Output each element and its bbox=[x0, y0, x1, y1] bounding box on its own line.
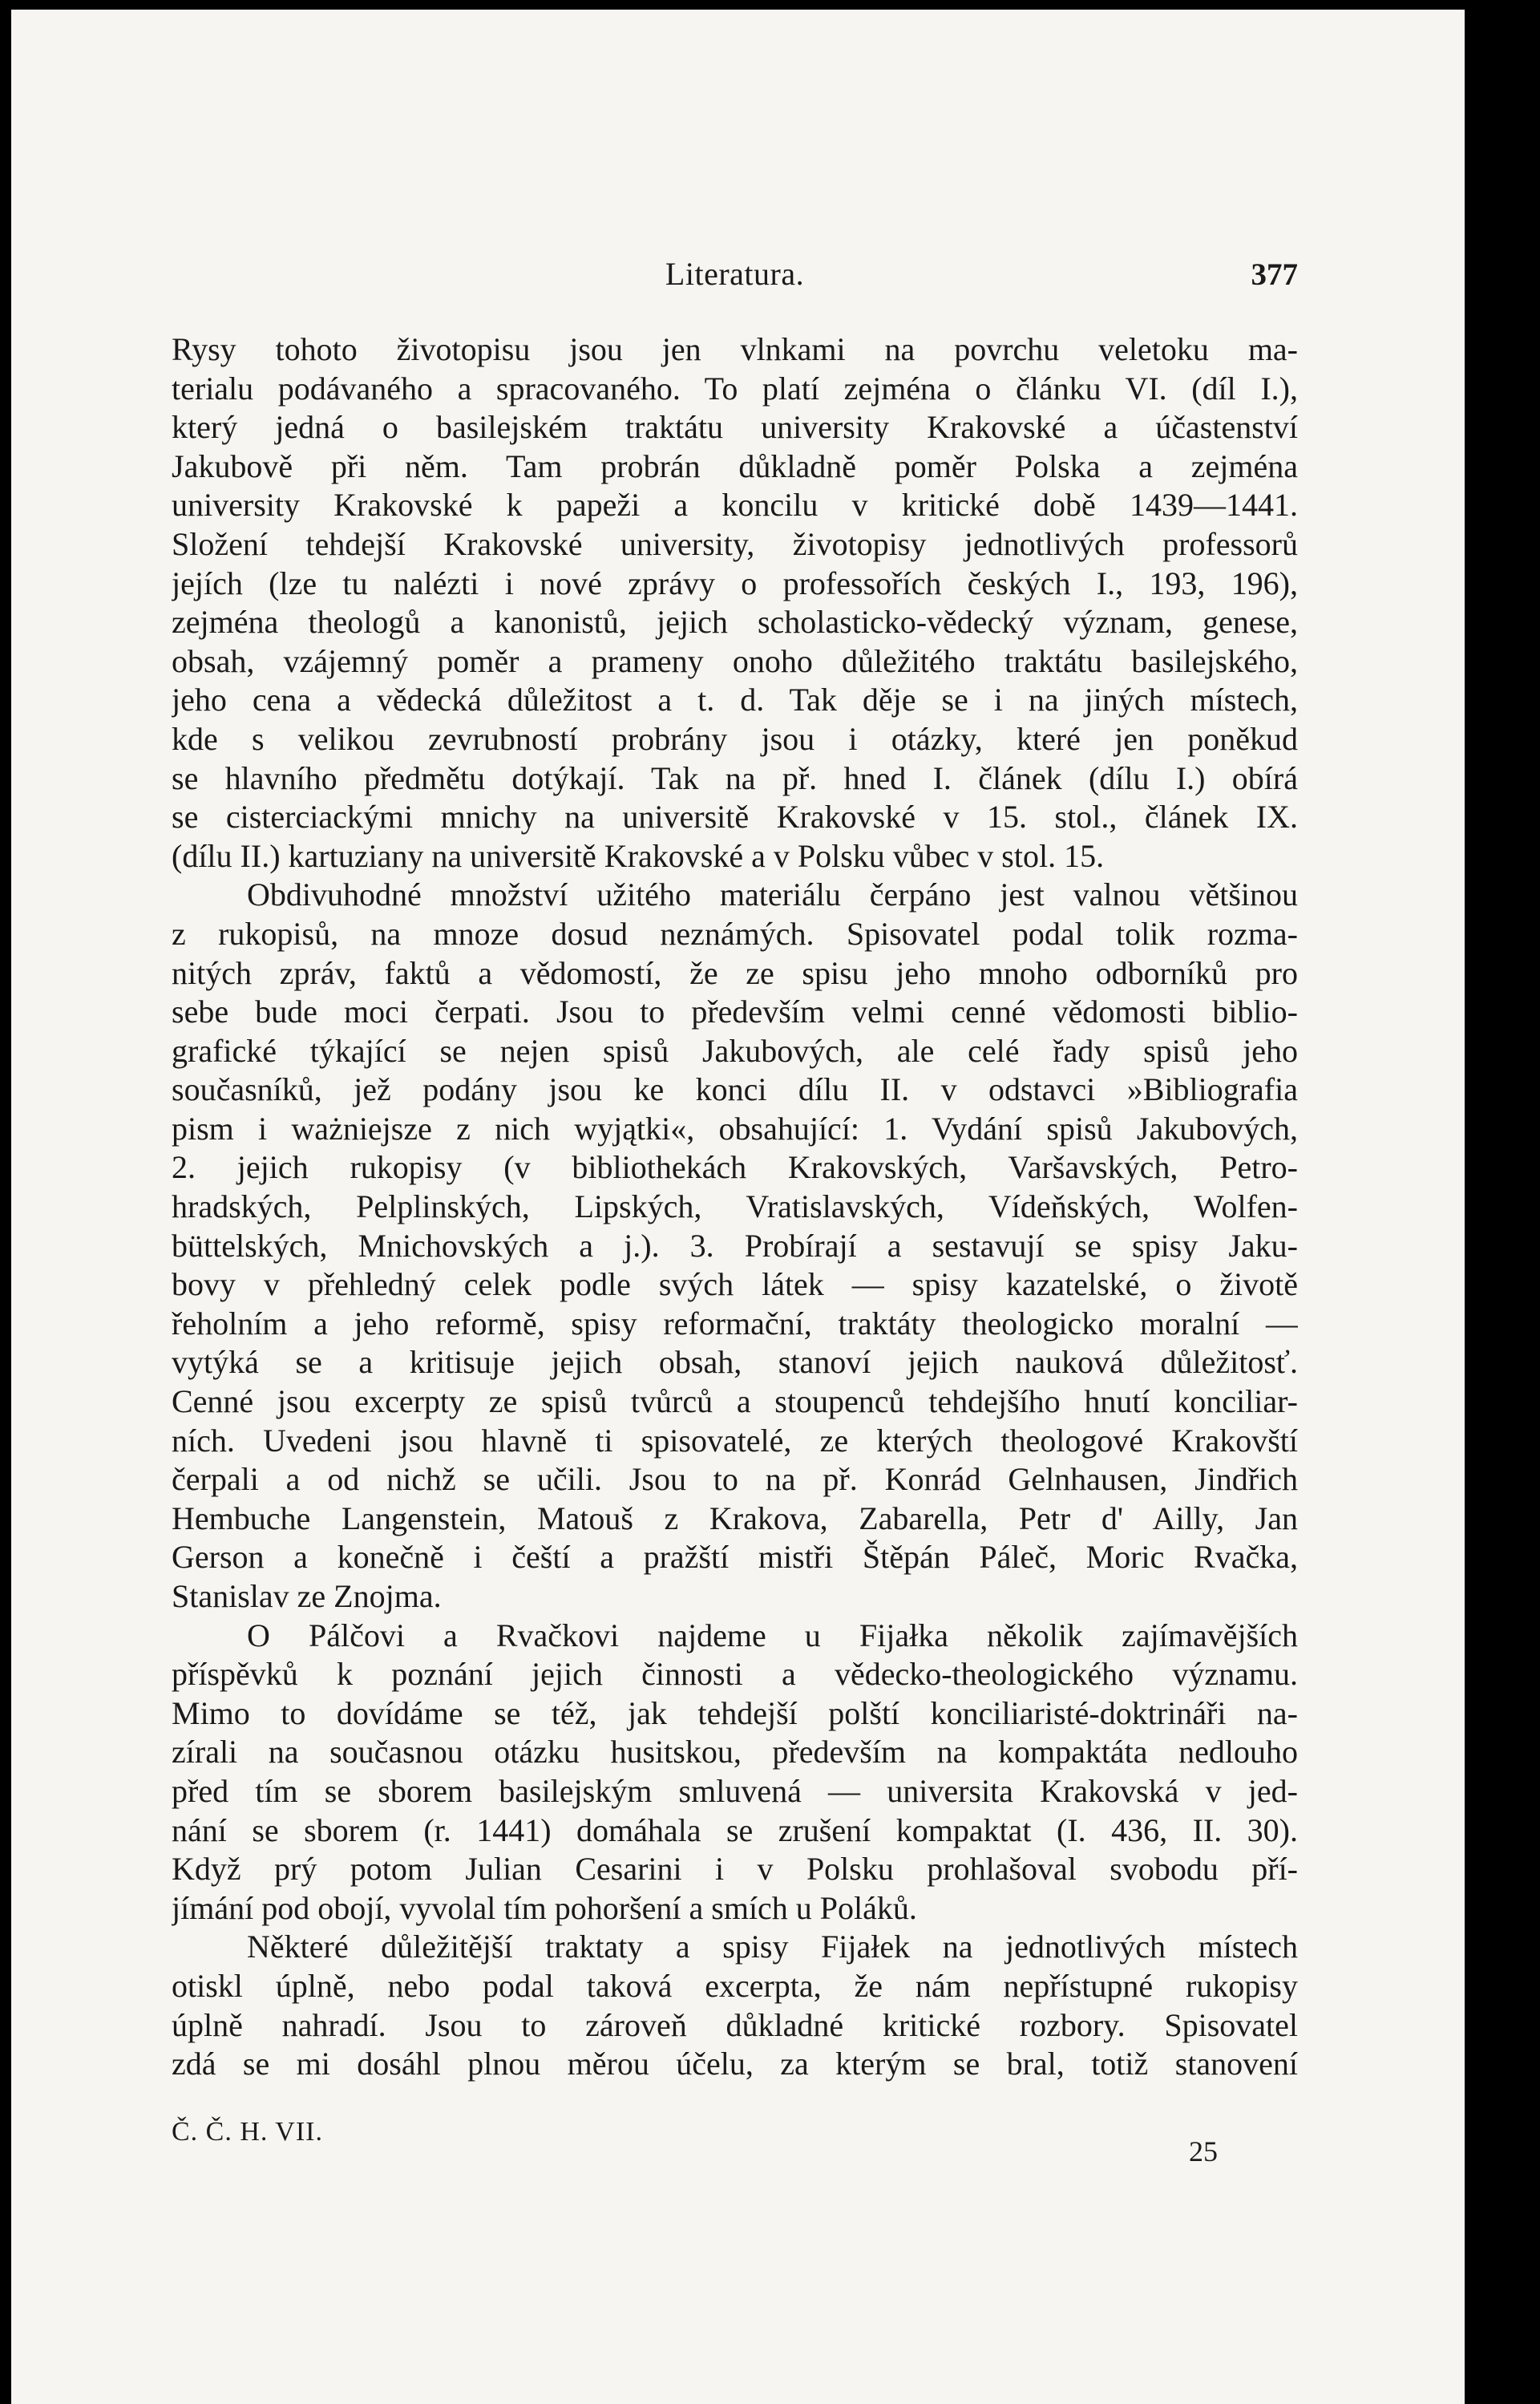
text-line: grafické týkající se nejen spisů Jakubových, ale celé řady spisů jeho bbox=[172, 1032, 1298, 1069]
text-line: Stanislav ze Znojma. bbox=[172, 1578, 442, 1614]
text-line: vytýká se a kritisuje jejich obsah, stanoví jejich nauková důležitosť. bbox=[172, 1344, 1298, 1381]
text-line: obsah, vzájemný poměr a prameny onoho důležitého traktátu basilejského, bbox=[172, 642, 1298, 679]
text-line: Hembuche Langenstein, Matouš z Krakova, Zabarella, Petr d' Ailly, Jan bbox=[172, 1499, 1298, 1536]
text-line: (dílu II.) kartuziany na universitě Krakovské a v Polsku vůbec v stol. 15. bbox=[172, 837, 1105, 874]
text-line: čerpali a od nichž se učili. Jsou to na př. Konrád Gelnhausen, Jindřich bbox=[172, 1461, 1298, 1498]
sheet-number: 25 bbox=[1189, 2135, 1218, 2167]
text-line: 2. jejich rukopisy (v bibliothekách Krakovských, Varšavských, Petro- bbox=[172, 1149, 1298, 1186]
text-line: Rysy tohoto životopisu jsou jen vlnkami na povrchu veletoku ma- bbox=[172, 331, 1298, 367]
text-line: se hlavního předmětu dotýkají. Tak na př. hned I. článek (dílu I.) obírá bbox=[172, 759, 1298, 796]
running-title: Literatura. bbox=[665, 256, 805, 292]
text-line: zírali na současnou otázku husitskou, především na kompaktáta nedlouho bbox=[172, 1734, 1298, 1771]
text-line: kde s velikou zevrubností probrány jsou i otázky, které jen poněkud bbox=[172, 720, 1298, 757]
text-line: terialu podávaného a spracovaného. To platí zejména o článku VI. (díl I.), bbox=[172, 370, 1298, 407]
text-line: Obdivuhodné množství užitého materiálu čerpáno jest valnou většinou bbox=[247, 876, 1298, 913]
text-line: Jakubově při něm. Tam probrán důkladně poměr Polska a zejména bbox=[172, 447, 1298, 484]
text-line: zejména theologů a kanonistů, jejich scholasticko-vědecký význam, genese, bbox=[172, 604, 1298, 641]
text-line: před tím se sborem basilejským smluvená — universita Krakovská v jed- bbox=[172, 1772, 1298, 1809]
text-line: se cisterciackými mnichy na universitě Krakovské v 15. stol., článek IX. bbox=[172, 799, 1298, 836]
text-line: Cenné jsou excerpty ze spisů tvůrců a stoupenců tehdejšího hnutí konciliar- bbox=[172, 1383, 1298, 1420]
page-footer bbox=[172, 2117, 1298, 2173]
text-line: příspěvků k poznání jejich činnosti a vědecko-theologického významu. bbox=[172, 1656, 1298, 1693]
text-line: řeholním a jeho reformě, spisy reformační, traktáty theologicko moralní — bbox=[172, 1305, 1298, 1342]
text-line: Některé důležitější traktaty a spisy Fijałek na jednotlivých místech bbox=[247, 1928, 1298, 1965]
text-line: O Pálčovi a Rvačkovi najdeme u Fijałka několik zajímavějších bbox=[247, 1617, 1298, 1653]
text-line: hradských, Pelplinských, Lipských, Vratislavských, Vídeňských, Wolfen- bbox=[172, 1188, 1298, 1225]
text-line: pism i ważniejsze z nich wyjątki«, obsahující: 1. Vydání spisů Jakubových, bbox=[172, 1110, 1298, 1147]
text-line: z rukopisů, na mnoze dosud neznámých. Spisovatel podal tolik rozma- bbox=[172, 915, 1298, 952]
text-line: bovy v přehledný celek podle svých látek — spisy kazatelské, o životě bbox=[172, 1266, 1298, 1303]
text-line: ních. Uvedeni jsou hlavně ti spisovatelé, ze kterých theologové Krakovští bbox=[172, 1422, 1298, 1459]
text-line: nání se sborem (r. 1441) domáhala se zrušení kompaktat (I. 436, II. 30). bbox=[172, 1811, 1298, 1848]
text-line: jejích (lze tu nalézti i nové zprávy o professořích českých I., 193, 196), bbox=[172, 565, 1298, 601]
journal-signature: Č. Č. H. VII. bbox=[172, 2117, 323, 2147]
paragraph bbox=[172, 1928, 1298, 2083]
text-line: otiskl úplně, nebo podal taková excerpta, že nám nepřístupné rukopisy bbox=[172, 1967, 1298, 2004]
text-line: jeho cena a vědecká důležitost a t. d. Tak děje se i na jiných místech, bbox=[172, 682, 1298, 718]
text-line: Složení tehdejší Krakovské university, životopisy jednotlivých professorů bbox=[172, 525, 1298, 562]
text-line: sebe bude moci čerpati. Jsou to především velmi cenné vědomosti biblio- bbox=[172, 994, 1298, 1030]
text-line: Mimo to dovídáme se též, jak tehdejší polští konciliaristé-doktrináři na- bbox=[172, 1694, 1298, 1731]
body-text bbox=[172, 330, 1298, 2084]
paragraph bbox=[172, 330, 1298, 876]
text-line: büttelských, Mnichovských a j.). 3. Probírají a sestavují se spisy Jaku- bbox=[172, 1227, 1298, 1264]
text-line: nitých zpráv, faktů a vědomostí, že ze spisu jeho mnoho odborníků pro bbox=[172, 954, 1298, 991]
text-line: Když prý potom Julian Cesarini i v Polsku prohlašoval svobodu pří- bbox=[172, 1851, 1298, 1888]
paragraph bbox=[172, 1617, 1298, 1928]
book-page bbox=[11, 10, 1465, 2404]
text-line: zdá se mi dosáhl plnou měrou účelu, za kterým se bral, totiž stanovení bbox=[172, 2046, 1298, 2082]
text-line: Gerson a konečně i čeští a pražští mistři Štěpán Páleč, Moric Rvačka, bbox=[172, 1539, 1298, 1576]
text-line: university Krakovské k papeži a koncilu v kritické době 1439—1441. bbox=[172, 487, 1298, 524]
text-line: současníků, jež podány jsou ke konci dílu II. v odstavci »Bibliografia bbox=[172, 1071, 1298, 1108]
text-line: který jedná o basilejském traktátu university Krakovské a účastenství bbox=[172, 409, 1298, 446]
text-line: jímání pod obojí, vyvolal tím pohoršení a smích u Poláků. bbox=[172, 1889, 917, 1926]
page-header bbox=[172, 255, 1298, 303]
text-line: úplně nahradí. Jsou to zároveň důkladné kritické rozbory. Spisovatel bbox=[172, 2006, 1298, 2043]
page-number: 377 bbox=[1251, 257, 1298, 292]
paragraph bbox=[172, 876, 1298, 1616]
